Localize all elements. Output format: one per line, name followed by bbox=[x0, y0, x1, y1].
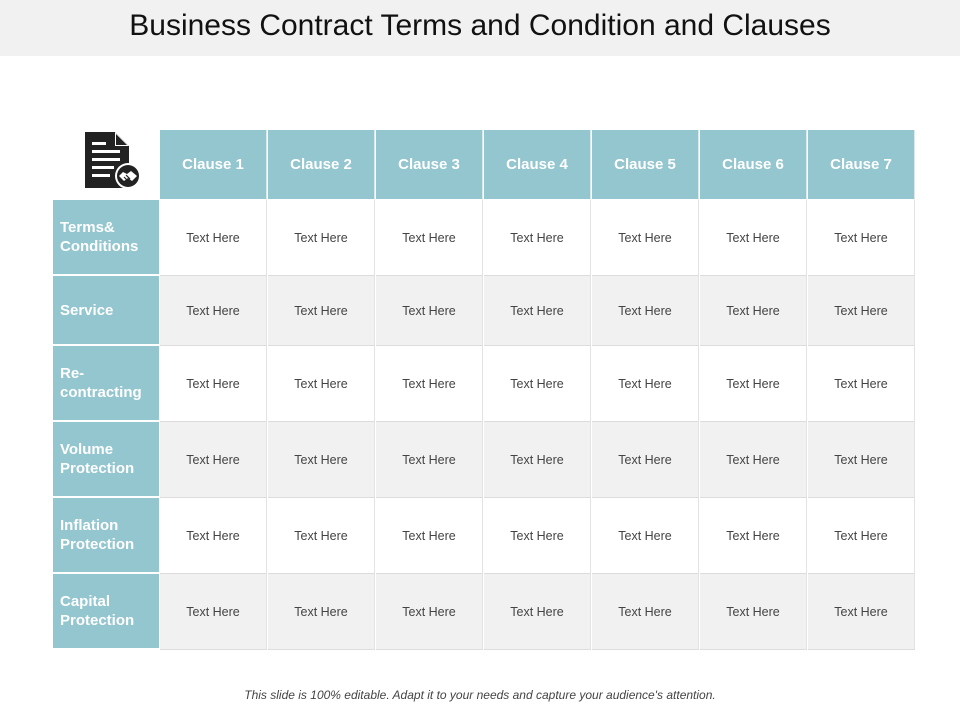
table-cell: Text Here bbox=[268, 498, 375, 574]
table-cell: Text Here bbox=[376, 574, 483, 650]
row-header bbox=[53, 200, 159, 276]
table-cell: Text Here bbox=[160, 346, 267, 422]
row-header bbox=[53, 574, 159, 650]
table-cell: Text Here bbox=[592, 200, 699, 276]
table-cell: Text Here bbox=[592, 422, 699, 498]
column-header-clause-2: Clause 2 bbox=[268, 130, 375, 200]
column-header-clause-6: Clause 6 bbox=[700, 130, 807, 200]
table-cell: Text Here bbox=[376, 346, 483, 422]
table-cell: Text Here bbox=[808, 498, 915, 574]
table-cell: Text Here bbox=[700, 346, 807, 422]
table-cell: Text Here bbox=[484, 200, 591, 276]
table-cell: Text Here bbox=[592, 574, 699, 650]
table-cell: Text Here bbox=[808, 346, 915, 422]
table-cell: Text Here bbox=[484, 574, 591, 650]
table-cell: Text Here bbox=[376, 422, 483, 498]
table-cell: Text Here bbox=[160, 498, 267, 574]
table-cell: Text Here bbox=[376, 276, 483, 346]
table-cell: Text Here bbox=[484, 498, 591, 574]
table-cell: Text Here bbox=[160, 200, 267, 276]
row-header-label: Inflation Protection bbox=[60, 517, 135, 553]
table-cell: Text Here bbox=[700, 276, 807, 346]
table-cell: Text Here bbox=[700, 574, 807, 650]
table-cell: Text Here bbox=[700, 422, 807, 498]
row-header bbox=[53, 346, 159, 422]
table-cell: Text Here bbox=[376, 498, 483, 574]
table-corner bbox=[53, 130, 159, 200]
table-cell: Text Here bbox=[160, 574, 267, 650]
table-cell: Text Here bbox=[484, 346, 591, 422]
row-header-label: Volume Protection bbox=[60, 441, 135, 477]
column-header-clause-3: Clause 3 bbox=[376, 130, 483, 200]
row-header-label: Service bbox=[60, 301, 114, 319]
table-cell: Text Here bbox=[484, 276, 591, 346]
clauses-table bbox=[53, 130, 915, 650]
row-header bbox=[53, 422, 159, 498]
row-header-label: Terms& Conditions bbox=[60, 219, 139, 255]
table-cell: Text Here bbox=[268, 422, 375, 498]
table-cell: Text Here bbox=[808, 200, 915, 276]
table-cell: Text Here bbox=[592, 498, 699, 574]
row-header bbox=[53, 498, 159, 574]
table-cell: Text Here bbox=[484, 422, 591, 498]
column-header-clause-4: Clause 4 bbox=[484, 130, 591, 200]
table-cell: Text Here bbox=[160, 276, 267, 346]
table-cell: Text Here bbox=[268, 276, 375, 346]
table-cell: Text Here bbox=[808, 276, 915, 346]
table-cell: Text Here bbox=[268, 346, 375, 422]
row-header bbox=[53, 276, 159, 346]
table-cell: Text Here bbox=[808, 574, 915, 650]
row-header-label: Capital Protection bbox=[60, 593, 135, 629]
table-cell: Text Here bbox=[700, 498, 807, 574]
table-cell: Text Here bbox=[700, 200, 807, 276]
table-cell: Text Here bbox=[160, 422, 267, 498]
column-header-clause-7: Clause 7 bbox=[808, 130, 915, 200]
column-header-clause-5: Clause 5 bbox=[592, 130, 699, 200]
table-cell: Text Here bbox=[592, 346, 699, 422]
page-title: Business Contract Terms and Condition and Clauses bbox=[129, 9, 831, 42]
column-header-clause-1: Clause 1 bbox=[160, 130, 267, 200]
contract-handshake-icon bbox=[83, 130, 143, 192]
table-cell: Text Here bbox=[268, 200, 375, 276]
table-cell: Text Here bbox=[268, 574, 375, 650]
table-cell: Text Here bbox=[592, 276, 699, 346]
table-cell: Text Here bbox=[376, 200, 483, 276]
row-header-label: Re-contracting bbox=[60, 365, 142, 401]
table-cell: Text Here bbox=[808, 422, 915, 498]
footer-note: This slide is 100% editable. Adapt it to your needs and capture your audience's attention. bbox=[244, 688, 716, 702]
